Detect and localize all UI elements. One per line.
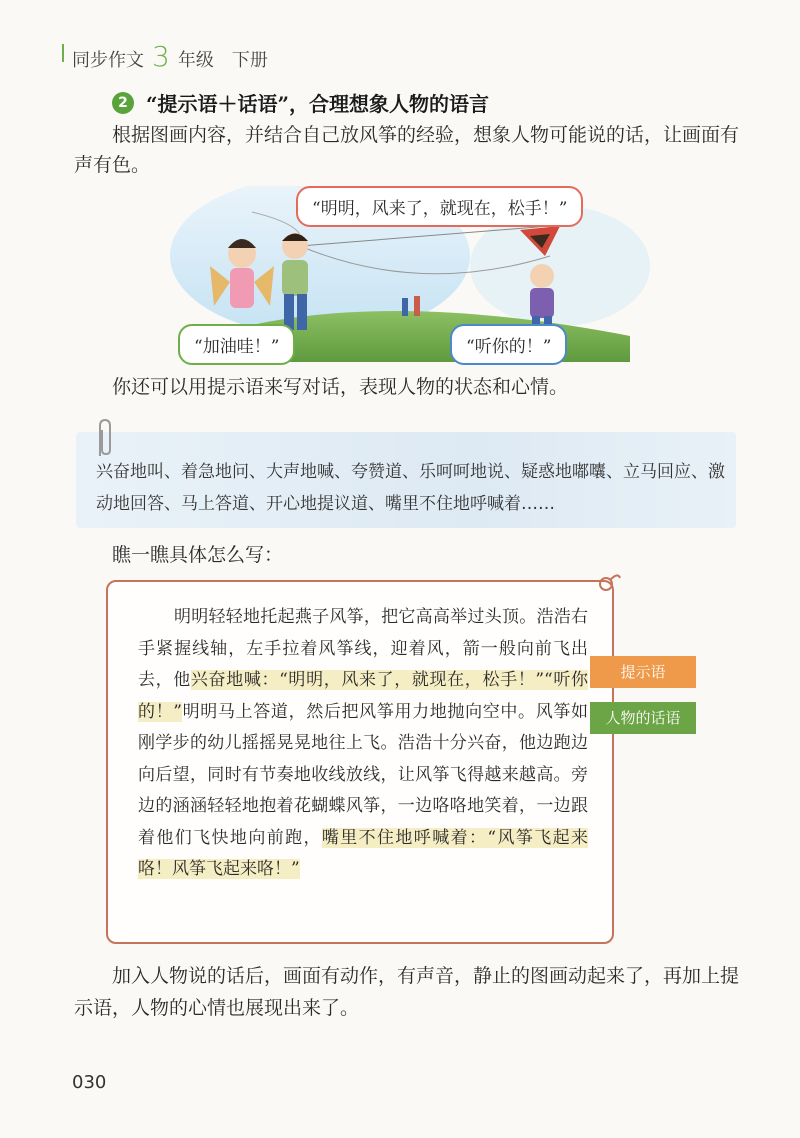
tips-text: 兴奋地叫、着急地问、大声地喊、夸赞道、乐呵呵地说、疑惑地嘟囔、立马回应、激动地回答、马上答道、开心地提议道、嘴里不住地呼喊着…… [96, 462, 725, 514]
tips-box [76, 432, 736, 528]
book-title: 同步作文 [72, 50, 144, 71]
highlight-prompt-2: 嘴里不住地呼喊着：“风筝飞起来咯！风筝飞起来咯！” [138, 827, 588, 879]
header-bar [62, 44, 64, 62]
example-sentence-2: 明明马上答道，然后把风筝用力地抛向空中。风筝如刚学步的幼儿摇摇晃晃地往上飞。浩浩十分兴奋，他边跑边向后望，同时有节奏地收线放线，让风筝飞得越来越高。旁边的涵涵轻轻地抱着花蝴蝶风筝，一边咯咯地笑着，一边跟着他们飞快地向前跑， [138, 701, 588, 848]
page-number: 030 [72, 1072, 107, 1093]
term-label: 下册 [231, 50, 268, 71]
closing-paragraph: 加入人物说的话后，画面有动作，有声音，静止的图画动起来了，再加上提示语，人物的心情也展现出来了。 [74, 965, 740, 1019]
dialogue-paragraph: 你还可以用提示语来写对话，表现人物的状态和心情。 [112, 376, 569, 398]
section-number: 2 [112, 92, 134, 114]
speech-bubble-hanhan: “加油哇！” [178, 324, 295, 365]
speech-bubble-haohao: “明明，风来了，就现在，松手！” [296, 186, 583, 227]
kite-illustration [170, 186, 650, 362]
page-header [62, 40, 268, 73]
highlight-prompt-1: 兴奋地喊：“明明，风来了，就现在，松手！”“听你的！” [138, 670, 589, 722]
grade-label: 年级 [177, 50, 214, 71]
peek-paragraph: 瞧一瞧具体怎么写： [112, 544, 284, 566]
section-heading [112, 88, 489, 117]
example-text [138, 602, 588, 886]
intro-paragraph: 根据图画内容，并结合自己放风筝的经验，想象人物可能说的话，让画面有声有色。 [74, 124, 740, 176]
example-sentence-1: 明明轻轻地托起燕子风筝，把它高高举过头顶。浩浩右手紧握线轴，左手拉着风筝线，迎着风，箭一般向前飞出去，他 [138, 607, 588, 690]
grade-number: 3 [152, 40, 170, 73]
tag-prompt: 提示语 [590, 656, 696, 688]
pin-icon [596, 570, 622, 596]
example-card [106, 580, 614, 944]
speech-bubble-mingming: “听你的！” [450, 324, 567, 365]
paperclip-icon [90, 416, 118, 460]
tag-speech: 人物的话语 [590, 702, 696, 734]
section-title: “提示语＋话语”，合理想象人物的语言 [146, 92, 490, 116]
